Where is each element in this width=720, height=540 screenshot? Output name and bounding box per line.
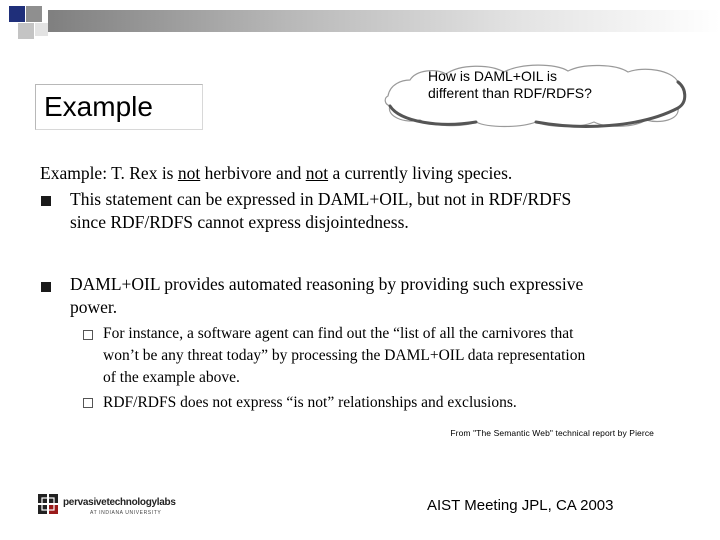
logo-subtext: AT INDIANA UNIVERSITY (90, 510, 162, 516)
intro-sentence (40, 163, 512, 184)
bullet-1-line-1: This statement can be expressed in DAML+OIL, but not in RDF/RDFS (70, 189, 572, 209)
source-credit: From "The Semantic Web" technical report by Pierce (450, 428, 654, 438)
bullet-2-line-2: power. (70, 297, 118, 317)
callout-line-2: different than RDF/RDFS? (428, 85, 592, 101)
sub-bullet-1-line-2: won’t be any threat today” by processing the DAML+OIL data representation (103, 347, 586, 364)
pervasive-technology-labs-logo (38, 493, 176, 523)
intro-mid: herbivore and (200, 163, 306, 183)
logo-text: pervasivetechnologylabs (63, 497, 176, 508)
sub-bullet-1-line-1: For instance, a software agent can find out the “list of all the carnivores that (103, 325, 574, 342)
footer-text: AIST Meeting JPL, CA 2003 (427, 497, 614, 514)
sub-bullet-2-line-1: RDF/RDFS does not express “is not” relationships and exclusions. (103, 394, 517, 411)
intro-suffix: a currently living species. (328, 163, 513, 183)
sub-bullet-marker (83, 330, 93, 340)
logo-mark-icon (38, 494, 60, 520)
header-gradient-bar (48, 10, 720, 32)
callout-text (428, 68, 658, 102)
sub-bullet-marker (83, 398, 93, 408)
bullet-2-line-1: DAML+OIL provides automated reasoning by providing such expressive (70, 274, 584, 294)
intro-not-1: not (177, 163, 201, 183)
callout-line-1: How is DAML+OIL is (428, 68, 558, 84)
bullet-marker (41, 282, 51, 292)
intro-prefix: Example: T. Rex is (40, 163, 178, 183)
slide-title: Example (44, 91, 153, 122)
bullet-marker (41, 196, 51, 206)
title-box (35, 84, 203, 130)
bullet-1-line-2: since RDF/RDFS cannot express disjointedness. (70, 212, 409, 232)
intro-not-2: not (305, 163, 329, 183)
sub-bullet-1-line-3: of the example above. (103, 369, 240, 386)
